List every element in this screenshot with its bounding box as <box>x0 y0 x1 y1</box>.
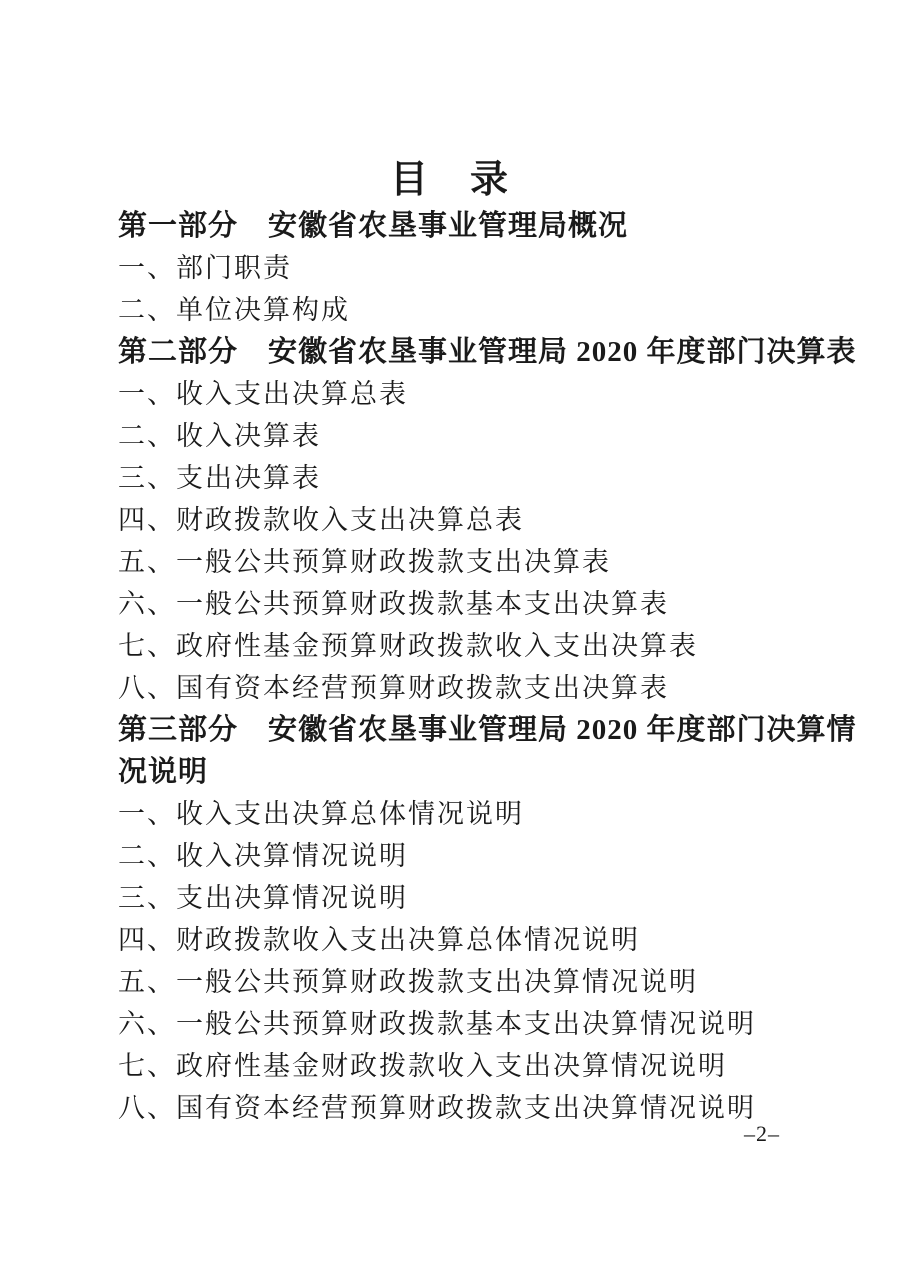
toc-item: 一、收入支出决算总表 <box>118 379 408 409</box>
toc-item: 二、单位决算构成 <box>118 295 350 325</box>
toc-item: 四、财政拨款收入支出决算总表 <box>118 505 524 535</box>
toc-item: 五、一般公共预算财政拨款支出决算表 <box>118 547 611 577</box>
toc-item: 八、国有资本经营预算财政拨款支出决算情况说明 <box>118 1093 756 1123</box>
toc-section-heading: 第三部分 安徽省农垦事业管理局 2020 年度部门决算情 <box>118 714 857 746</box>
toc-section-heading: 第二部分 安徽省农垦事业管理局 2020 年度部门决算表 <box>118 336 857 368</box>
page-number: –2– <box>744 1121 780 1146</box>
toc-section-heading: 况说明 <box>118 756 209 788</box>
toc-item: 三、支出决算表 <box>118 463 321 493</box>
toc-item: 八、国有资本经营预算财政拨款支出决算表 <box>118 673 669 703</box>
toc-item: 三、支出决算情况说明 <box>118 883 408 913</box>
toc-item: 一、部门职责 <box>118 253 292 283</box>
toc-item: 六、一般公共预算财政拨款基本支出决算情况说明 <box>118 1009 756 1039</box>
toc-item: 五、一般公共预算财政拨款支出决算情况说明 <box>118 967 698 997</box>
toc-item: 七、政府性基金预算财政拨款收入支出决算表 <box>118 631 698 661</box>
toc-item: 一、收入支出决算总体情况说明 <box>118 799 524 829</box>
toc-list <box>118 205 857 1129</box>
toc-item: 四、财政拨款收入支出决算总体情况说明 <box>118 925 640 955</box>
page-title: 目 录 <box>389 159 510 201</box>
toc-item: 六、一般公共预算财政拨款基本支出决算表 <box>118 589 669 619</box>
toc-item: 二、收入决算情况说明 <box>118 841 408 871</box>
toc-section-heading: 第一部分 安徽省农垦事业管理局概况 <box>118 210 629 242</box>
toc-item: 二、收入决算表 <box>118 421 321 451</box>
toc-item: 七、政府性基金财政拨款收入支出决算情况说明 <box>118 1051 727 1081</box>
